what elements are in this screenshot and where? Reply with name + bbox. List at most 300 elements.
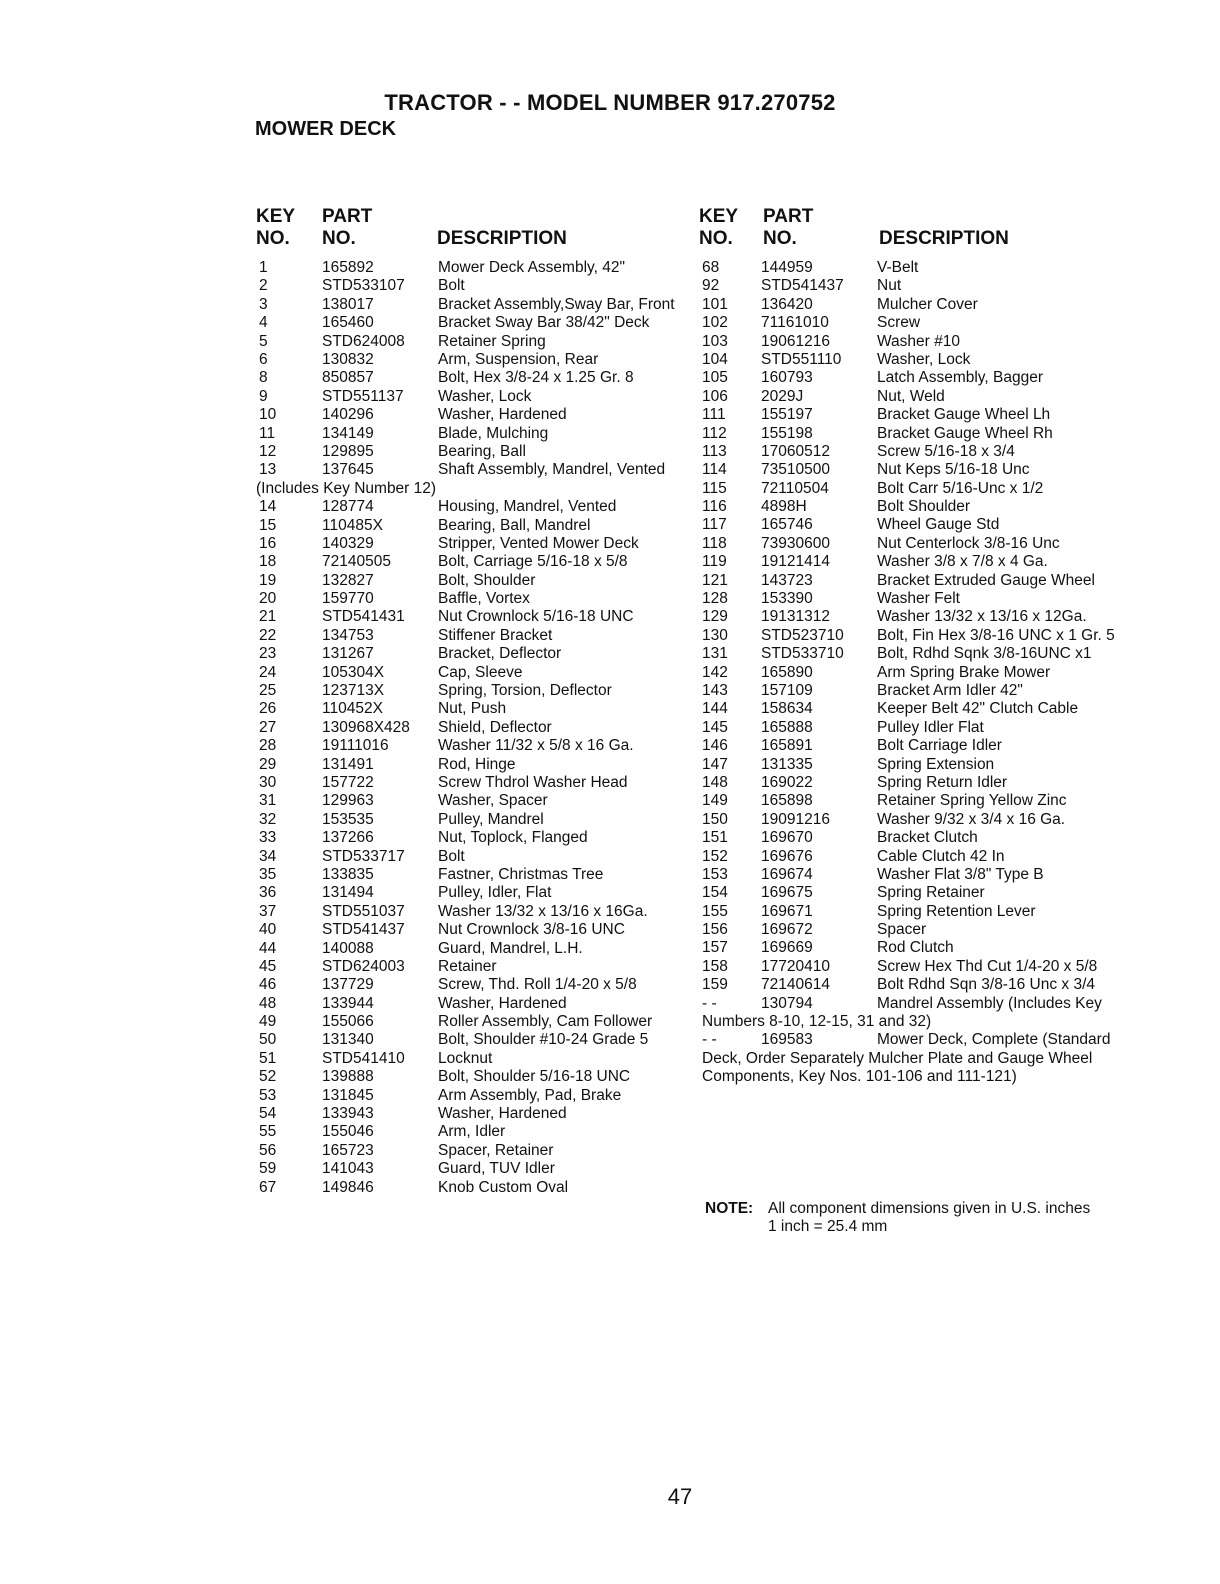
key-no: 54 [259,1105,277,1123]
part-no: 131340 [322,1031,374,1049]
key-no: 92 [702,277,720,295]
part-description: Washer, Lock [438,387,532,405]
key-no: 25 [259,682,277,700]
part-no: STD551137 [322,387,404,405]
part-row [256,811,696,829]
part-row [256,369,696,387]
key-no: 3 [259,295,268,313]
key-no: 19 [259,571,277,589]
key-no: 12 [259,442,277,460]
key-no: 22 [259,626,277,644]
part-row [256,995,696,1013]
key-no: 143 [702,682,728,699]
part-no: 131494 [322,884,374,902]
part-no: 131335 [761,755,813,773]
key-no: 40 [259,921,277,939]
part-no: 137645 [322,461,374,479]
part-no: 133835 [322,865,374,883]
part-no: 128774 [322,498,374,516]
part-no: 140329 [322,534,374,552]
part-description: Housing, Mandrel, Vented [438,498,617,516]
part-description: Arm Spring Brake Mower [877,663,1051,681]
part-description: Cable Clutch 42 In [877,847,1005,865]
part-no: 169583 [761,1031,813,1049]
part-description: Shaft Assembly, Mandrel, Vented (Includes Key Number 12) [256,461,666,497]
part-description: Arm, Idler [438,1123,506,1141]
part-no: 138017 [322,295,374,313]
part-row [256,425,696,443]
part-no: 141043 [322,1160,374,1178]
part-row [702,425,1120,443]
key-no: 147 [702,755,728,773]
part-description: Washer Flat 3/8" Type B [877,865,1044,883]
key-no: 16 [259,534,277,552]
part-description: Wheel Gauge Std [877,516,1000,534]
part-description: Roller Assembly, Cam Follower [438,1013,653,1031]
key-no: 131 [702,645,728,663]
key-no: 44 [259,939,277,957]
part-description: Arm, Suspension, Rear [438,350,599,368]
part-row [256,590,696,608]
part-description: Shield, Deflector [438,718,552,736]
note-label: NOTE: [705,1200,754,1217]
part-description: Mower Deck Assembly, 42" [438,259,625,276]
part-row [256,682,696,700]
parts-list-right [702,259,1120,1087]
key-no: 50 [259,1031,277,1049]
part-no: 72140505 [322,553,391,571]
part-row [702,296,1120,314]
part-row [702,553,1120,571]
part-row [702,314,1120,332]
key-no: 29 [259,755,277,773]
part-no: 155066 [322,1013,374,1031]
key-no: 52 [259,1068,277,1086]
part-no: 169022 [761,773,813,791]
key-no: 31 [259,792,277,810]
key-no: 5 [259,332,268,350]
part-description: Bolt, Rdhd Sqnk 3/8-16UNC x1 [877,645,1092,663]
part-row [256,296,696,314]
key-no: 103 [702,332,728,350]
part-no: 129895 [322,442,374,460]
header-part-no: PART NO. [322,206,373,249]
parts-list-left [256,259,696,1197]
part-no: 159770 [322,590,374,608]
part-no: 169671 [761,902,813,920]
part-row [256,756,696,774]
part-description: Stripper, Vented Mower Deck [438,534,639,552]
part-description: Nut, Push [438,700,507,718]
part-description: Bearing, Ball, Mandrel [438,516,591,534]
part-no: 169669 [761,939,813,957]
part-row [702,535,1120,553]
part-no: 131845 [322,1086,374,1104]
part-row [256,866,696,884]
part-description: Bolt, Hex 3/8-24 x 1.25 Gr. 8 [438,369,634,387]
part-no: STD533710 [761,645,844,663]
part-no: 139888 [322,1068,374,1086]
part-description: Washer, Hardened [438,994,567,1012]
part-row [702,921,1120,939]
part-no: 165723 [322,1141,374,1159]
part-row [256,572,696,590]
header-description-right: DESCRIPTION [879,228,1009,249]
part-row [702,903,1120,921]
part-row [702,682,1120,700]
part-no: 169672 [761,921,813,939]
key-no: 1 [259,259,268,276]
key-no: 151 [702,829,728,847]
part-no: 165891 [761,737,813,755]
key-no: 144 [702,700,728,718]
part-row [702,333,1120,351]
part-description: Washer, Hardened [438,406,567,424]
part-no: 72110504 [761,479,829,497]
part-description: Rod Clutch [877,939,954,957]
part-description: Bracket Extruded Gauge Wheel [877,571,1095,589]
part-description: Pulley, Mandrel [438,810,544,828]
part-description: Bolt [438,277,465,295]
part-no: 158634 [761,700,813,718]
key-no: 128 [702,590,728,608]
part-row [256,608,696,626]
key-no: - - [702,1031,717,1049]
key-no: 121 [702,571,728,589]
part-no: STD551110 [761,350,842,368]
key-no: 18 [259,553,277,571]
part-no: 157722 [322,773,374,791]
key-no: 13 [259,461,277,479]
part-row [702,480,1120,498]
part-no: 105304X [322,663,385,681]
key-no: 102 [702,314,728,332]
key-no: 150 [702,810,728,828]
key-no: 45 [259,957,277,975]
part-row [256,664,696,682]
part-description: Screw Hex Thd Cut 1/4-20 x 5/8 [877,957,1098,975]
part-no: 130968X428 [322,718,410,736]
part-description: Spacer, Retainer [438,1141,554,1159]
part-description: Washer Felt [877,590,960,608]
part-description: Latch Assembly, Bagger [877,369,1043,387]
part-no: 144959 [761,259,813,276]
part-row [702,700,1120,718]
part-description: Bracket Assembly,Sway Bar, Front [438,295,675,313]
key-no: 32 [259,810,277,828]
part-row [702,719,1120,737]
part-row [702,737,1120,755]
part-no: 153535 [322,810,374,828]
key-no: 21 [259,608,277,626]
part-no: 165892 [322,259,374,276]
key-no: 112 [702,424,727,442]
part-no: 140088 [322,939,374,957]
part-description: Screw 5/16-18 x 3/4 [877,442,1015,460]
header-key-no: KEY NO. [256,206,296,249]
part-no: 17720410 [761,957,830,975]
key-no: 101 [702,295,728,313]
part-description: Nut Centerlock 3/8-16 Unc [877,534,1060,552]
part-row [256,1179,696,1197]
part-no: 137729 [322,976,374,994]
part-description: Washer, Hardened [438,1105,567,1123]
part-no: 155197 [761,406,813,424]
part-no: 134149 [322,424,374,442]
part-description: Bracket, Deflector [438,645,562,663]
part-no: 169676 [761,847,813,865]
key-no: 157 [702,939,728,957]
part-row [702,590,1120,608]
key-no: 130 [702,626,728,644]
part-row [256,259,696,277]
key-no: 2 [259,277,268,295]
part-row [256,958,696,976]
key-no: 104 [702,350,728,368]
part-row [256,829,696,847]
key-no: 156 [702,921,728,939]
part-row [702,369,1120,387]
key-no: 27 [259,718,277,736]
part-row [256,627,696,645]
part-description: Keeper Belt 42" Clutch Cable [877,700,1079,718]
key-no: 67 [259,1178,277,1196]
part-description: Bolt, Shoulder 5/16-18 UNC [438,1068,631,1086]
key-no: 115 [702,479,727,497]
part-no: 19061216 [761,332,830,350]
part-row [256,848,696,866]
part-description: Nut Keps 5/16-18 Unc [877,461,1030,479]
key-no: 154 [702,884,728,902]
part-no: 131491 [322,755,374,773]
part-row [702,756,1120,774]
part-row [256,517,696,535]
part-row [702,516,1120,534]
part-no: 17060512 [761,442,830,460]
part-no: 157109 [761,682,813,699]
key-no: 34 [259,847,277,865]
part-no: STD541431 [322,608,405,626]
part-no: 155046 [322,1123,374,1141]
part-row [256,1031,696,1049]
part-description: Retainer Spring Yellow Zinc [877,792,1067,810]
key-no: 149 [702,792,728,810]
key-no: 14 [259,498,277,516]
part-row [702,498,1120,516]
part-description: Cap, Sleeve [438,663,523,681]
part-row [256,1160,696,1178]
key-no: 117 [702,516,727,534]
part-description: Bolt Rdhd Sqn 3/8-16 Unc x 3/4 [877,976,1095,994]
key-no: 119 [702,553,727,571]
key-no: 53 [259,1086,277,1104]
part-no: 73930600 [761,534,830,552]
key-no: 155 [702,902,728,920]
part-description: Bracket Sway Bar 38/42" Deck [438,314,650,332]
part-description: Washer, Lock [877,350,971,368]
key-no: 113 [702,442,727,460]
part-description: Bolt [438,847,465,865]
part-no: 140296 [322,406,374,424]
part-description: Bolt Carriage Idler [877,737,1002,755]
part-description: Bolt, Carriage 5/16-18 x 5/8 [438,553,628,571]
part-description: Bracket Gauge Wheel Rh [877,424,1053,442]
key-no: 51 [259,1049,277,1067]
part-no: 169675 [761,884,813,902]
part-description: Screw [877,314,921,332]
part-row [256,884,696,902]
key-no: 30 [259,773,277,791]
part-no: STD533107 [322,277,405,295]
part-no: STD541437 [761,277,844,295]
key-no: 46 [259,976,277,994]
part-row [702,811,1120,829]
part-no: 136420 [761,295,813,313]
part-row [702,406,1120,424]
part-row [256,553,696,571]
part-description: Screw, Thd. Roll 1/4-20 x 5/8 [438,976,637,994]
part-row [256,1050,696,1068]
key-no: 8 [259,369,268,387]
part-row [702,939,1120,957]
part-no: 72140614 [761,976,830,994]
part-row [702,995,1120,1032]
key-no: 146 [702,737,728,755]
key-no: 48 [259,994,277,1012]
part-row [702,829,1120,847]
part-no: 850857 [322,369,374,387]
part-row [702,461,1120,479]
part-description: Retainer Spring [438,332,546,350]
part-no: 19091216 [761,810,830,828]
part-row [256,535,696,553]
part-row [702,1031,1120,1086]
part-no: STD533717 [322,847,405,865]
part-description: Bracket Clutch [877,829,978,847]
key-no: 148 [702,773,728,791]
part-description: Nut, Toplock, Flanged [438,829,588,847]
part-row [256,461,696,498]
part-row [702,443,1120,461]
part-description: Nut, Weld [877,387,945,405]
part-description: Spring Retention Lever [877,902,1036,920]
part-no: 160793 [761,369,813,387]
part-row [702,572,1120,590]
key-no: 20 [259,590,277,608]
part-description: Bolt, Shoulder [438,571,536,589]
part-description: Bolt Carr 5/16-Unc x 1/2 [877,479,1044,497]
part-description: Screw Thdrol Washer Head [438,773,628,791]
part-description: Nut Crownlock 5/16-18 UNC [438,608,634,626]
part-row [702,351,1120,369]
header-description: DESCRIPTION [437,228,567,249]
part-description: Spring Return Idler [877,773,1008,791]
key-no: 142 [702,663,728,681]
page-title: TRACTOR - - MODEL NUMBER 917.270752 [384,90,836,115]
key-no: 37 [259,902,277,920]
part-no: 165746 [761,516,813,534]
part-row [702,277,1120,295]
key-no: 68 [702,259,720,276]
part-no: 133944 [322,994,374,1012]
part-row [256,774,696,792]
key-no: 36 [259,884,277,902]
part-description: Bolt Shoulder [877,498,971,516]
key-no: 152 [702,847,728,865]
part-row [702,774,1120,792]
part-row [256,1142,696,1160]
part-row [256,277,696,295]
page-number: 47 [667,1484,693,1509]
part-row [702,958,1120,976]
part-row [256,645,696,663]
key-no: 158 [702,957,728,975]
part-no: 155198 [761,424,813,442]
part-row [256,443,696,461]
part-row [256,351,696,369]
key-no: 105 [702,369,728,387]
part-description: Pulley, Idler, Flat [438,884,552,902]
part-description: Guard, TUV Idler [438,1160,555,1178]
part-no: 19131312 [761,608,830,626]
key-no: 111 [702,406,726,424]
key-no: 9 [259,387,268,405]
header-part-no-right: PART NO. [763,206,814,249]
key-no: 26 [259,700,277,718]
part-row [256,940,696,958]
part-description: Bracket Arm Idler 42" [877,682,1023,699]
key-no: 59 [259,1160,277,1178]
part-no: 130832 [322,350,374,368]
section-title: MOWER DECK [255,118,397,140]
part-no: 165890 [761,663,813,681]
part-row [256,498,696,516]
key-no: 106 [702,387,728,405]
part-no: 73510500 [761,461,830,479]
part-description: Baffle, Vortex [438,590,530,608]
part-row [702,792,1120,810]
part-no: STD541437 [322,921,405,939]
part-row [256,1123,696,1141]
part-description: Guard, Mandrel, L.H. [438,939,583,957]
part-row [256,406,696,424]
part-row [256,333,696,351]
part-no: 2029J [761,387,804,405]
part-no: STD523710 [761,626,844,644]
part-description: Knob Custom Oval [438,1178,569,1196]
key-no: 114 [702,461,727,479]
key-no: 23 [259,645,277,663]
part-row [256,792,696,810]
part-no: 132827 [322,571,374,589]
part-row [702,884,1120,902]
part-description: Arm Assembly, Pad, Brake [438,1086,622,1104]
part-row [256,1013,696,1031]
part-description: Washer 9/32 x 3/4 x 16 Ga. [877,810,1066,828]
part-description: Bracket Gauge Wheel Lh [877,406,1051,424]
key-no: 159 [702,976,728,994]
part-row [702,664,1120,682]
part-row [702,259,1120,277]
part-no: 134753 [322,626,374,644]
part-row [702,627,1120,645]
part-no: STD551037 [322,902,405,920]
part-row [256,921,696,939]
key-no: 11 [259,424,276,442]
part-row [702,388,1120,406]
key-no: 145 [702,718,728,736]
key-no: 24 [259,663,277,681]
